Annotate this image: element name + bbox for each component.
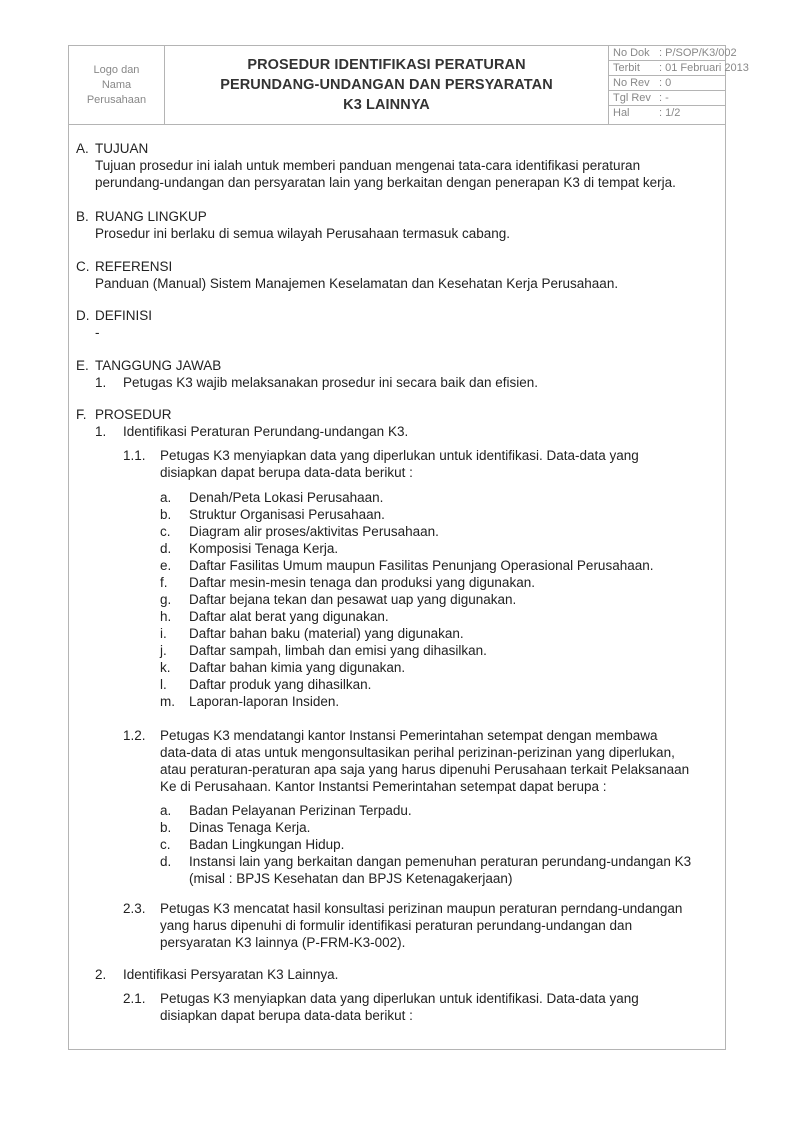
item-text: Daftar bejana tekan dan pesawat uap yang digunakan. <box>189 592 517 607</box>
meta-row-revision <box>609 76 725 91</box>
list-item <box>160 659 405 676</box>
list-item <box>95 374 538 391</box>
item-text: Daftar alat berat yang digunakan. <box>189 609 389 624</box>
logo-line: Perusahaan <box>86 93 147 106</box>
logo-line: Logo dan <box>93 63 140 76</box>
section-letter: C. <box>76 259 90 274</box>
substep-text-line: persyaratan K3 lainnya (P-FRM-K3-002). <box>160 935 406 950</box>
item-letter: b. <box>160 507 172 522</box>
procedure-step-2 <box>95 966 338 983</box>
list-item <box>160 676 371 693</box>
list-item <box>160 853 691 870</box>
item-letter: i. <box>160 626 167 641</box>
meta-row-doc-number <box>609 46 737 61</box>
meta-value: : 1/2 <box>659 107 681 119</box>
substep-1-2 <box>123 727 658 744</box>
section-letter: D. <box>76 308 90 323</box>
meta-value: : 01 Februari 2013 <box>659 62 749 74</box>
title-line: PROSEDUR IDENTIFIKASI PERATURAN <box>247 57 526 73</box>
item-text: Daftar bahan baku (material) yang digunakan. <box>189 626 464 641</box>
meta-value: : 0 <box>659 77 672 89</box>
list-item <box>160 836 344 853</box>
document-header <box>69 46 749 125</box>
substep-text-line: disiapkan dapat berupa data-data berikut : <box>160 465 413 480</box>
section-title: REFERENSI <box>95 259 173 274</box>
substep-number: 2.3. <box>123 901 146 916</box>
item-letter: d. <box>160 854 172 869</box>
substep-text: Petugas K3 mendatangi kantor Instansi Pemerintahan setempat dengan membawa <box>160 728 658 743</box>
section-heading-d <box>76 307 152 324</box>
item-letter: c. <box>160 524 171 539</box>
item-text: Petugas K3 wajib melaksanakan prosedur ini secara baik dan efisien. <box>123 375 538 390</box>
step-number: 2. <box>95 967 107 982</box>
section-letter: F. <box>76 407 87 422</box>
item-text: Daftar sampah, limbah dan emisi yang dihasilkan. <box>189 643 487 658</box>
substep-text: Petugas K3 menyiapkan data yang diperlukan untuk identifikasi. Data-data yang <box>160 991 639 1006</box>
meta-value: : - <box>659 92 669 104</box>
company-logo-placeholder <box>69 46 165 124</box>
item-letter: b. <box>160 820 172 835</box>
section-title: RUANG LINGKUP <box>95 209 207 224</box>
section-c-text-line: Panduan (Manual) Sistem Manajemen Keselamatan dan Kesehatan Kerja Perusahaan. <box>95 276 619 291</box>
step-text: Identifikasi Peraturan Perundang-undangan K3. <box>123 424 409 439</box>
section-title: PROSEDUR <box>95 407 172 422</box>
list-item <box>160 489 383 506</box>
list-item <box>160 506 385 523</box>
substep-number: 1.1. <box>123 448 146 463</box>
item-text: Daftar mesin-mesin tenaga dan produksi yang digunakan. <box>189 575 535 590</box>
substep-2-3 <box>123 900 682 917</box>
list-item <box>160 523 439 540</box>
item-letter: f. <box>160 575 168 590</box>
item-text: Daftar bahan kimia yang digunakan. <box>189 660 406 675</box>
substep-text-line: data-data di atas untuk mengonsultasikan perihal perizinan-perizinan yang diperlukan, <box>160 745 675 760</box>
substep-text-line: disiapkan dapat berupa data-data berikut : <box>160 1008 413 1023</box>
section-title: DEFINISI <box>95 308 153 323</box>
substep-text-line: atau peraturan-peraturan apa saja yang harus dipenuhi Perusahaan terkait Pelaksanaan <box>160 762 690 777</box>
list-item <box>160 819 310 836</box>
meta-key: No Rev <box>613 77 650 89</box>
substep-number: 2.1. <box>123 991 146 1006</box>
item-letter: k. <box>160 660 171 675</box>
item-text: Diagram alir proses/aktivitas Perusahaan. <box>189 524 439 539</box>
section-letter: A. <box>76 141 89 156</box>
list-item <box>160 802 412 819</box>
item-text: Badan Lingkungan Hidup. <box>189 837 345 852</box>
section-heading-c <box>76 258 172 275</box>
section-letter: E. <box>76 358 89 373</box>
list-item <box>160 591 516 608</box>
list-item <box>160 608 389 625</box>
item-text: Denah/Peta Lokasi Perusahaan. <box>189 490 384 505</box>
substep-2-1 <box>123 990 639 1007</box>
meta-key: Tgl Rev <box>613 92 651 104</box>
meta-row-page <box>609 106 725 122</box>
title-line: K3 LAINNYA <box>343 97 430 113</box>
meta-key: Hal <box>613 107 630 119</box>
substep-1-1 <box>123 447 639 464</box>
section-heading-e <box>76 357 221 374</box>
section-heading-f <box>76 406 172 423</box>
item-text: Struktur Organisasi Perusahaan. <box>189 507 385 522</box>
step-text: Identifikasi Persyaratan K3 Lainnya. <box>123 967 339 982</box>
item-text: Laporan-laporan Insiden. <box>189 694 340 709</box>
item-text: Badan Pelayanan Perizinan Terpadu. <box>189 803 412 818</box>
item-letter: j. <box>160 643 167 658</box>
item-text: Daftar produk yang dihasilkan. <box>189 677 372 692</box>
item-letter: h. <box>160 609 172 624</box>
section-a-text-line: perundang-undangan dan persyaratan lain yang berkaitan dengan penerapan K3 di tempat kerja. <box>95 175 676 190</box>
section-b-text-line: Prosedur ini berlaku di semua wilayah Perusahaan termasuk cabang. <box>95 226 510 241</box>
meta-value: : P/SOP/K3/002 <box>659 47 737 59</box>
substep-text-line: Ke di Perusahaan. Kantor Instantsi Pemerintahan setempat dapat berupa : <box>160 779 607 794</box>
section-heading-a <box>76 140 148 157</box>
list-item <box>160 540 338 557</box>
item-letter: m. <box>160 694 175 709</box>
item-text: Dinas Tenaga Kerja. <box>189 820 311 835</box>
item-text: Instansi lain yang berkaitan dangan pemenuhan peraturan perundang-undangan K3 <box>189 854 692 869</box>
meta-row-revision-date <box>609 91 725 106</box>
item-text: (misal : BPJS Kesehatan dan BPJS Ketenagakerjaan) <box>189 871 513 886</box>
section-title: TUJUAN <box>95 141 149 156</box>
item-text: Daftar Fasilitas Umum maupun Fasilitas Penunjang Operasional Perusahaan. <box>189 558 654 573</box>
list-item <box>160 642 487 659</box>
item-letter: l. <box>160 677 167 692</box>
item-letter: g. <box>160 592 172 607</box>
substep-number: 1.2. <box>123 728 146 743</box>
section-title: TANGGUNG JAWAB <box>95 358 222 373</box>
item-letter: a. <box>160 490 172 505</box>
meta-key: Terbit <box>613 62 640 74</box>
substep-text: Petugas K3 mencatat hasil konsultasi perizinan maupun peraturan perndang-undangan <box>160 901 683 916</box>
item-letter: a. <box>160 803 172 818</box>
list-item <box>160 693 339 710</box>
item-letter: c. <box>160 837 171 852</box>
meta-row-issued <box>609 61 749 76</box>
list-item <box>160 557 653 574</box>
logo-line: Nama <box>101 78 132 91</box>
item-text: Komposisi Tenaga Kerja. <box>189 541 339 556</box>
meta-key: No Dok <box>613 47 650 59</box>
substep-text: Petugas K3 menyiapkan data yang diperlukan untuk identifikasi. Data-data yang <box>160 448 639 463</box>
step-number: 1. <box>95 424 107 439</box>
section-a-text-line: Tujuan prosedur ini ialah untuk memberi panduan mengenai tata-cara identifikasi peraturan <box>95 158 641 173</box>
list-item <box>160 625 464 642</box>
item-letter: e. <box>160 558 172 573</box>
section-heading-b <box>76 208 207 225</box>
substep-text-line: yang harus dipenuhi di formulir identifikasi peraturan perundang-undangan dan <box>160 918 633 933</box>
document-meta-table <box>609 46 749 124</box>
list-item-continuation <box>160 870 512 887</box>
procedure-step-1 <box>95 423 408 440</box>
item-number: 1. <box>95 375 107 390</box>
item-letter: d. <box>160 541 172 556</box>
section-d-text-line: - <box>95 325 100 340</box>
title-line: PERUNDANG-UNDANGAN DAN PERSYARATAN <box>220 77 553 93</box>
list-item <box>160 574 535 591</box>
document-title <box>165 46 609 124</box>
section-letter: B. <box>76 209 89 224</box>
